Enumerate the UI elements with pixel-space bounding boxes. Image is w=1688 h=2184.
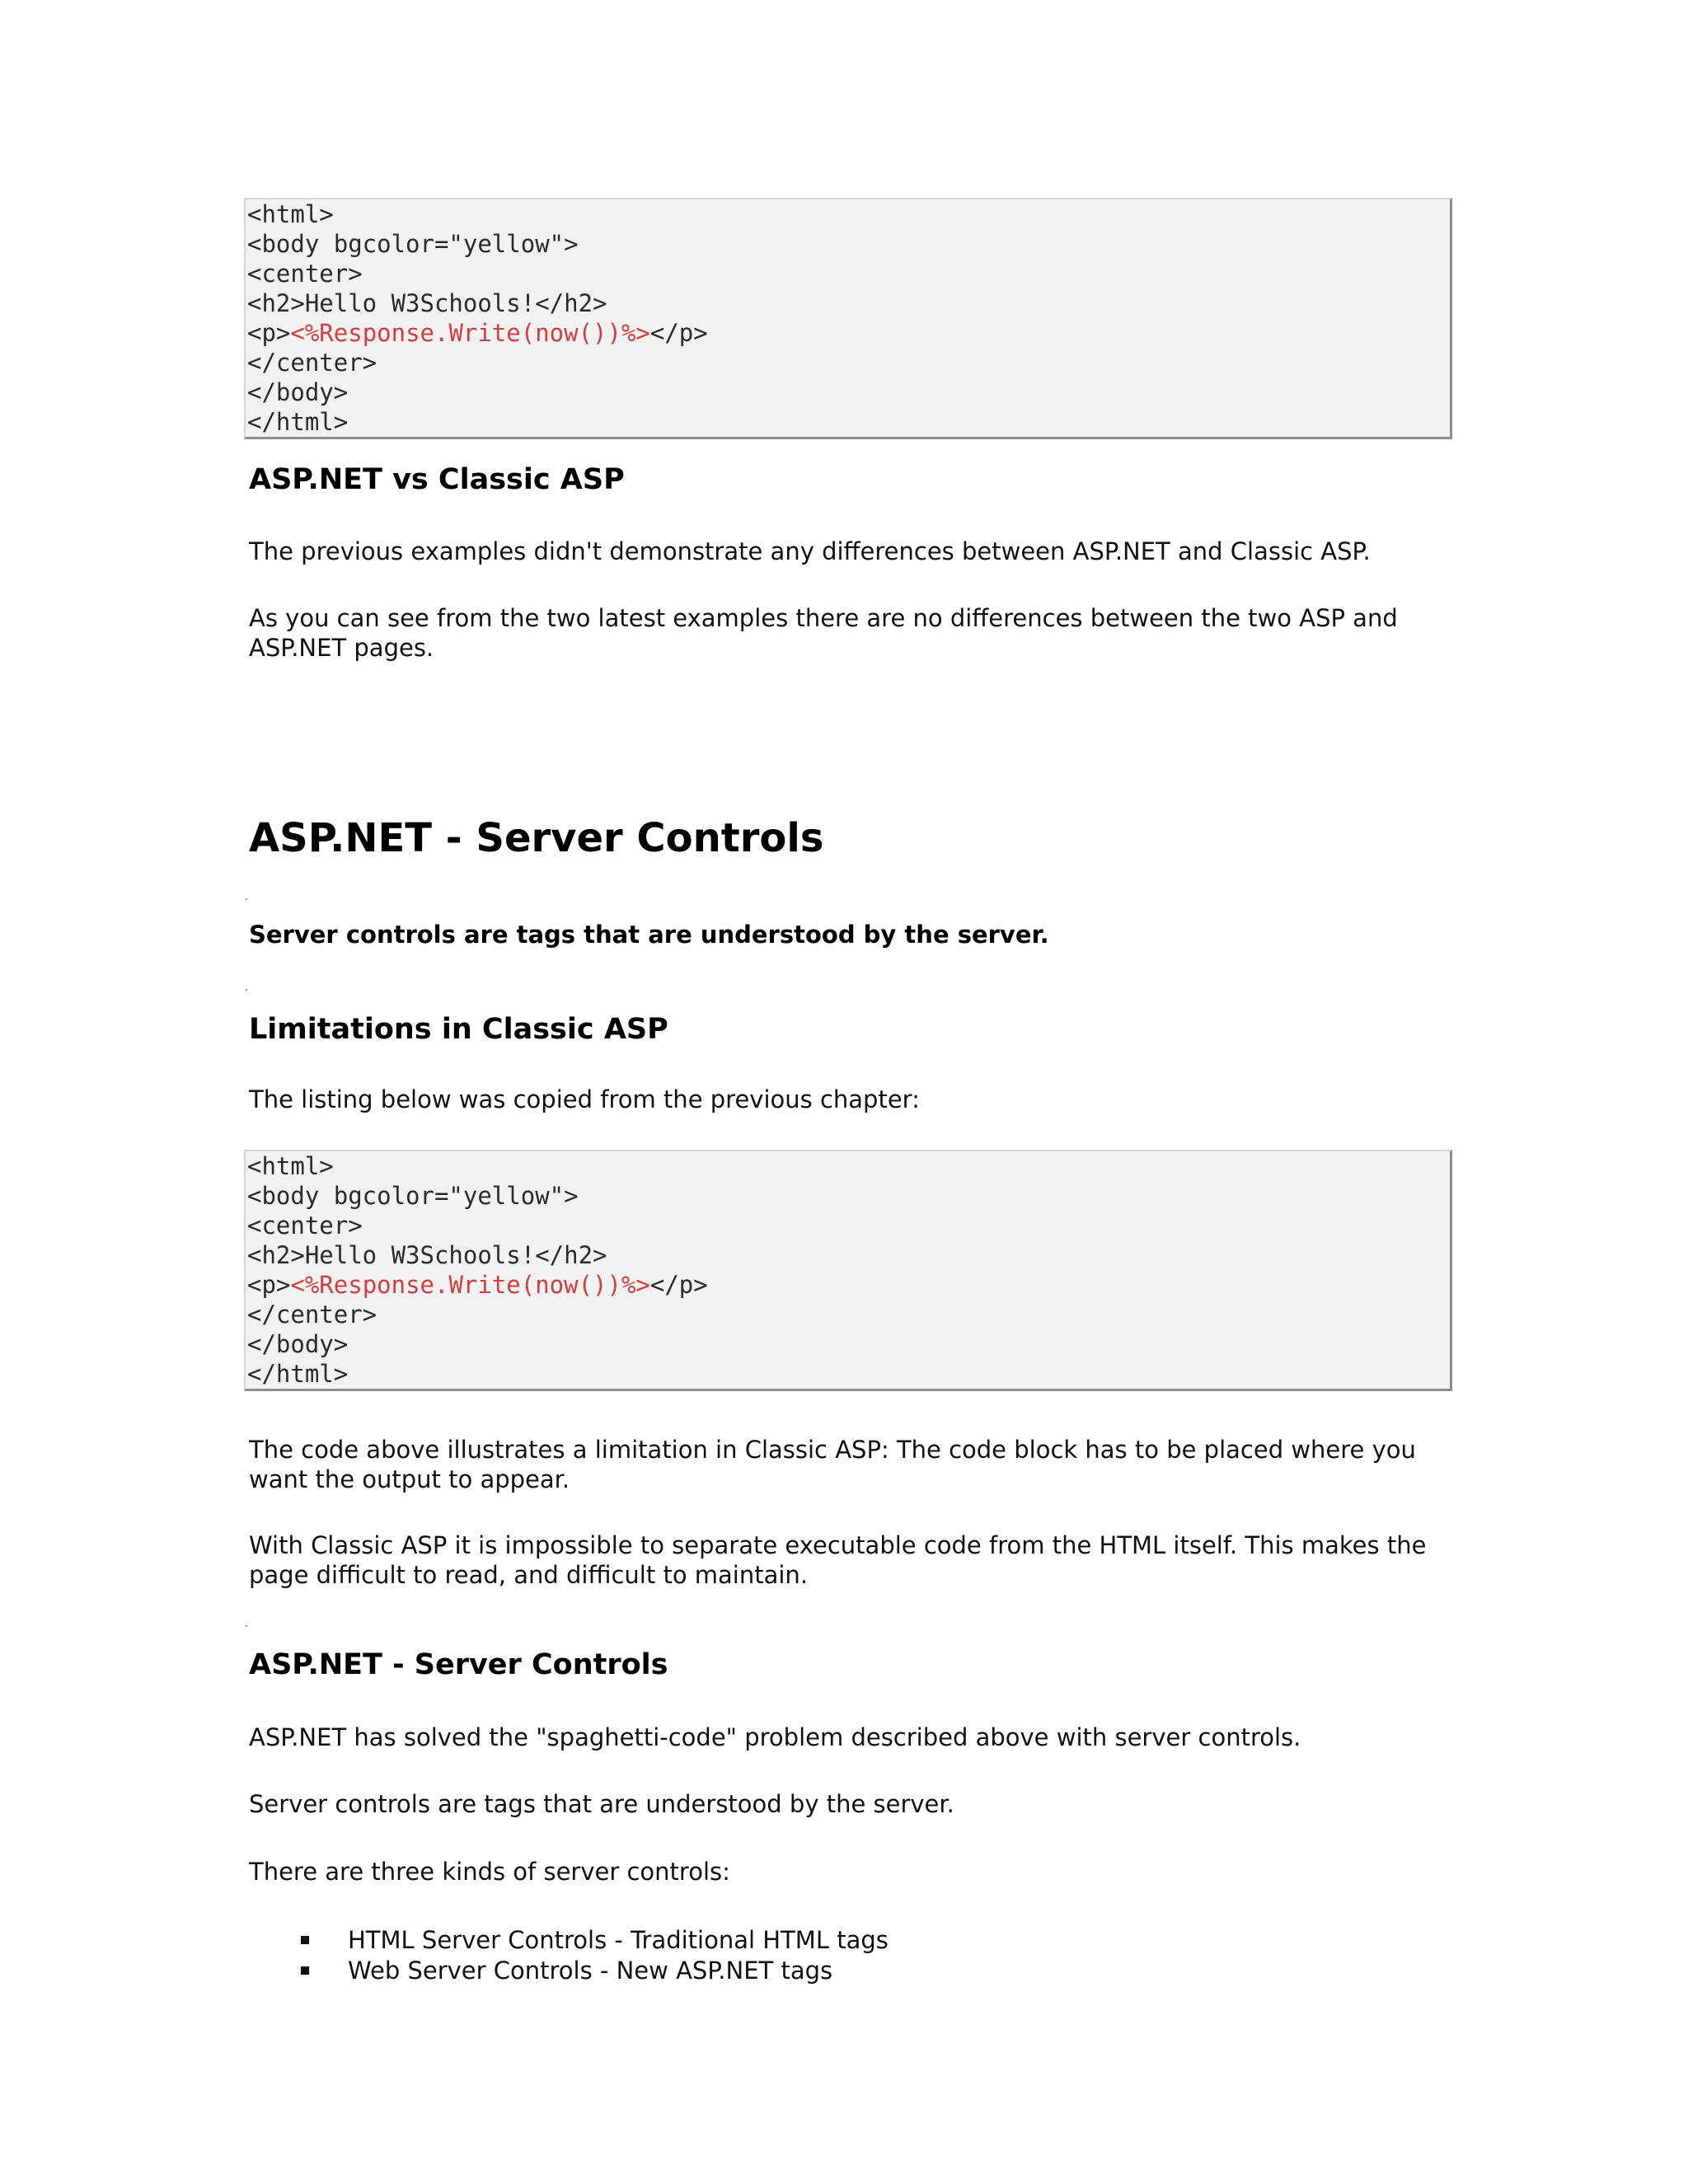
section-heading-limitations: Limitations in Classic ASP	[249, 1013, 668, 1046]
code-line: <html>	[247, 200, 334, 228]
code-tag: </p>	[649, 319, 708, 347]
separator-dot	[246, 989, 247, 991]
list-item-text: HTML Server Controls - Traditional HTML tags	[348, 1926, 889, 1954]
code-line: </center>	[247, 1301, 377, 1329]
paragraph: The previous examples didn't demonstrate any differences between ASP.NET and Classic ASP.	[249, 537, 1371, 565]
list-item	[249, 1956, 1403, 1986]
code-line: </center>	[247, 349, 377, 377]
code-example-2	[244, 1150, 1452, 1391]
code-line: </body>	[247, 378, 349, 406]
code-tag: </p>	[649, 1271, 708, 1299]
code-example-1	[244, 198, 1452, 439]
code-line: <body bgcolor="yellow">	[247, 1182, 579, 1210]
paragraph: The code above illustrates a limitation in Classic ASP: The code block has to be placed where you want the output to appear.	[249, 1436, 1416, 1493]
section-heading-vs: ASP.NET vs Classic ASP	[249, 463, 625, 496]
server-controls-list	[249, 1925, 1403, 1986]
code-line: </html>	[247, 1360, 349, 1388]
code-line: <center>	[247, 1212, 363, 1240]
code-line: </html>	[247, 408, 349, 436]
paragraph: The listing below was copied from the previous chapter:	[249, 1085, 920, 1113]
paragraph: Server controls are tags that are understood by the server.	[249, 1790, 954, 1818]
square-bullet-icon	[301, 1936, 309, 1944]
code-server-script: <%Response.Write(now())%>	[290, 1271, 650, 1299]
code-line: <h2>Hello W3Schools!</h2>	[247, 289, 607, 317]
code-line: <h2>Hello W3Schools!</h2>	[247, 1241, 607, 1269]
code-tag: <p>	[247, 1271, 291, 1299]
separator-dot	[246, 898, 247, 900]
code-line: <center>	[247, 260, 363, 288]
paragraph: ASP.NET has solved the "spaghetti-code" problem described above with server controls.	[249, 1723, 1301, 1751]
chapter-intro: Server controls are tags that are understood by the server.	[249, 921, 1049, 949]
paragraph: As you can see from the two latest examples there are no differences between the two ASP and ASP.NET pages.	[249, 604, 1398, 662]
paragraph: With Classic ASP it is impossible to separate executable code from the HTML itself. This makes the page difficult to read, and difficult to maintain.	[249, 1531, 1427, 1589]
code-line: </body>	[247, 1330, 349, 1358]
list-item-text: Web Server Controls - New ASP.NET tags	[348, 1957, 833, 1985]
section-heading-server-controls: ASP.NET - Server Controls	[249, 1648, 668, 1681]
code-server-script: <%Response.Write(now())%>	[290, 319, 650, 347]
paragraph: There are three kinds of server controls:	[249, 1858, 730, 1886]
square-bullet-icon	[301, 1966, 309, 1975]
list-item	[249, 1925, 1403, 1956]
separator-dot	[246, 1625, 247, 1627]
code-tag: <p>	[247, 319, 291, 347]
code-line	[247, 318, 1450, 348]
code-line: <body bgcolor="yellow">	[247, 230, 579, 258]
chapter-title: ASP.NET - Server Controls	[249, 815, 824, 861]
code-line	[247, 1270, 1450, 1300]
code-line: <html>	[247, 1152, 334, 1180]
